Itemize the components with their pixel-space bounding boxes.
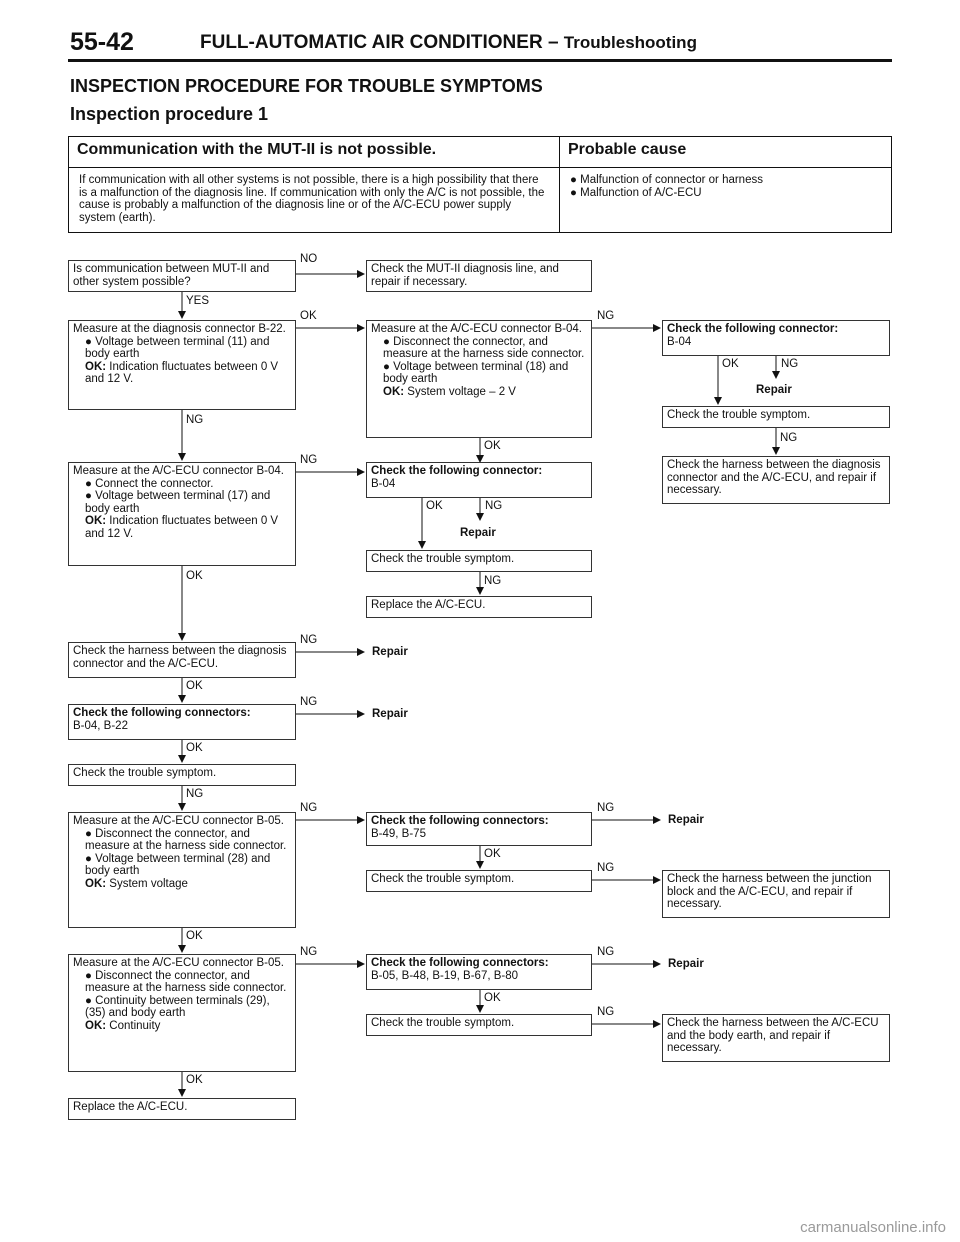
branch-label-ng: NG [484, 575, 502, 587]
branch-label-ng: NG [300, 696, 318, 708]
watermark: carmanualsonline.info [800, 1219, 946, 1236]
page-number: 55-42 [70, 28, 134, 56]
branch-label-ng: NG [597, 802, 615, 814]
flow-box-check-trouble-symptom-a: Check the trouble symptom. [662, 406, 890, 428]
flow-box-check-harness-ecu-earth: Check the harness between the A/C-ECU and the body earth, and repair if necessary. [662, 1014, 890, 1062]
symptom-description: If communication with all other systems is not possible, there is a high possibility that there is a malfunction of the diagnosis line. If communication with only the A/C is not possible, the cause is probably a malfunction of the diagnosis line or of the A/C-ECU power supply system (earth). [69, 168, 560, 233]
branch-label-ok: OK [426, 500, 443, 512]
repair-label: Repair [756, 384, 792, 396]
branch-label-ok: OK [186, 1074, 203, 1086]
repair-label: Repair [668, 814, 704, 826]
section-heading: INSPECTION PROCEDURE FOR TROUBLE SYMPTOMS [70, 76, 543, 96]
flow-box-check-connector-b04-a: Check the following connector: B-04 [662, 320, 890, 356]
branch-label-ok: OK [186, 570, 203, 582]
symptom-header: Communication with the MUT-II is not possible. [69, 137, 560, 168]
flow-box-check-connectors-b49-b75: Check the following connectors: B-49, B-75 [366, 812, 592, 846]
flow-box-check-trouble-symptom-e: Check the trouble symptom. [366, 1014, 592, 1036]
repair-label: Repair [668, 958, 704, 970]
flow-box-measure-ecu-b04-voltage17: Measure at the A/C-ECU connector B-04. ● Connect the connector. ● Voltage between terminal (17) and body earth OK: Indication fluctuates between 0 V and 12 V. [68, 462, 296, 566]
flow-box-check-connectors-b05-b80: Check the following connectors: B-05, B-48, B-19, B-67, B-80 [366, 954, 592, 990]
branch-label-ng: NG [186, 414, 204, 426]
flow-box-check-connectors-b04-b22: Check the following connectors: B-04, B-22 [68, 704, 296, 740]
branch-label-ng: NG [186, 788, 204, 800]
branch-label-yes: YES [186, 295, 210, 307]
branch-label-ok: OK [722, 358, 739, 370]
branch-label-ng: NG [300, 454, 318, 466]
branch-label-ng: NG [781, 358, 799, 370]
procedure-heading: Inspection procedure 1 [70, 104, 269, 124]
flow-box-check-diagnosis-line: Check the MUT-II diagnosis line, and repair if necessary. [366, 260, 592, 292]
branch-label-ng: NG [300, 802, 318, 814]
branch-label-ok: OK [484, 992, 501, 1004]
flow-box-check-connector-b04-b: Check the following connector: B-04 [366, 462, 592, 498]
branch-label-ok: OK [186, 930, 203, 942]
cause-item: ● Malfunction of connector or harness [570, 174, 763, 186]
flow-box-replace-ecu-b: Replace the A/C-ECU. [68, 1098, 296, 1120]
flow-box-check-trouble-symptom-d: Check the trouble symptom. [366, 870, 592, 892]
flow-box-check-trouble-symptom-b: Check the trouble symptom. [366, 550, 592, 572]
branch-label-ng: NG [300, 634, 318, 646]
flow-box-check-harness-junction-ecu: Check the harness between the junction block and the A/C-ECU, and repair if necessary. [662, 870, 890, 918]
flow-box-replace-ecu-a: Replace the A/C-ECU. [366, 596, 592, 618]
cause-header: Probable cause [560, 137, 892, 168]
branch-label-ng: NG [597, 862, 615, 874]
branch-label-ng: NG [597, 946, 615, 958]
flow-box-measure-ecu-b04-voltage18: Measure at the A/C-ECU connector B-04. ● Disconnect the connector, and measure at the harness side connector. ● Voltage between terminal (18) and body earth OK: System voltage – 2 V [366, 320, 592, 438]
flow-box-measure-ecu-b05-voltage28: Measure at the A/C-ECU connector B-05. ● Disconnect the connector, and measure at the harness side connector. ● Voltage between terminal (28) and body earth OK: System voltage [68, 812, 296, 928]
flow-box-check-trouble-symptom-c: Check the trouble symptom. [68, 764, 296, 786]
branch-label-ng: NG [485, 500, 503, 512]
flow-box-measure-diagnosis-connector: Measure at the diagnosis connector B-22. ● Voltage between terminal (11) and body earth OK: Indication fluctuates between 0 V and 12 V. [68, 320, 296, 410]
flow-box-check-harness-diag-ecu-repair: Check the harness between the diagnosis connector and the A/C-ECU, and repair if necessary. [662, 456, 890, 504]
flow-box-communication-check: Is communication between MUT-II and other system possible? [68, 260, 296, 292]
repair-label: Repair [460, 527, 496, 539]
repair-label: Repair [372, 646, 408, 658]
repair-label: Repair [372, 708, 408, 720]
branch-label-ok: OK [484, 440, 501, 452]
flow-box-check-harness-diag-ecu: Check the harness between the diagnosis connector and the A/C-ECU. [68, 642, 296, 678]
branch-label-ng: NG [597, 1006, 615, 1018]
branch-label-ng: NG [300, 946, 318, 958]
branch-label-ok: OK [186, 742, 203, 754]
branch-label-ng: NG [780, 432, 798, 444]
flow-box-measure-ecu-b05-continuity: Measure at the A/C-ECU connector B-05. ● Disconnect the connector, and measure at the harness side connector. ● Continuity between terminals (29), (35) and body earth OK: Continuity [68, 954, 296, 1072]
branch-label-ok: OK [484, 848, 501, 860]
title-dash: – [542, 32, 564, 53]
title-main: FULL-AUTOMATIC AIR CONDITIONER [200, 32, 543, 53]
branch-label-no: NO [300, 253, 318, 265]
cause-item: ● Malfunction of A/C-ECU [570, 186, 702, 199]
title-sub: Troubleshooting [563, 33, 697, 52]
branch-label-ok: OK [186, 680, 203, 692]
branch-label-ok: OK [300, 310, 317, 322]
branch-label-ng: NG [597, 310, 615, 322]
